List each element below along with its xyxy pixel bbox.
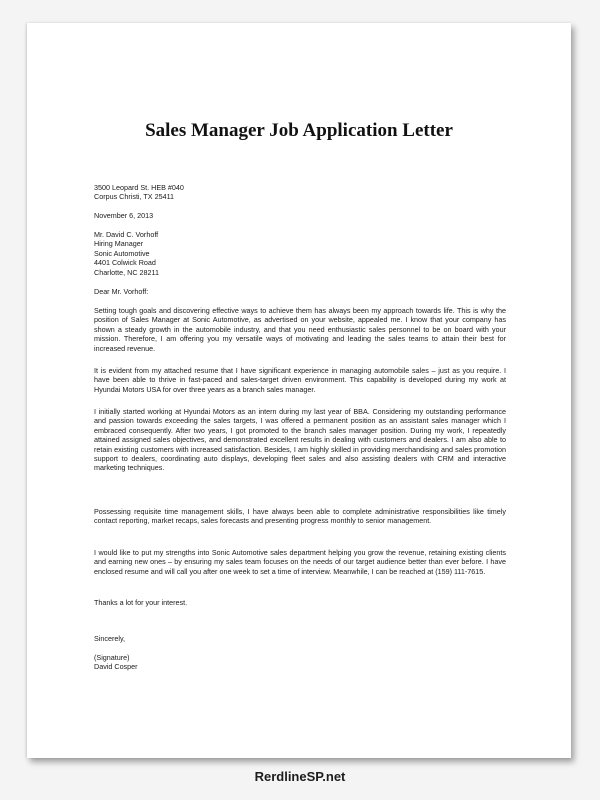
site-watermark: RerdlineSP.net [254,769,346,784]
letter-date: November 6, 2013 [94,211,154,220]
body-paragraph-5: I would like to put my strengths into Sonic Automotive sales department helping you grow the revenue, retaining existing clients and earning new ones – by ensuring my sales team focuses on the needs of our target audience better than ever before. I have enclosed resume and will call you after one week to set a time of interview. Meanwhile, I can be reached at (159) 111-7615. [94,548,506,576]
letter-title: Sales Manager Job Application Letter [145,120,453,141]
letter-sheet [27,23,571,758]
recipient-line: 4401 Colwick Road [94,258,156,268]
signer-name: David Cosper [94,662,138,672]
recipient-line: Charlotte, NC 28211 [94,267,159,277]
body-paragraph-1: Setting tough goals and discovering effective ways to achieve them has always been my approach towards life. This is why the position of Sales Manager at Sonic Automotive, as advertised on your website, appealed me. I know that your company has shown a steady growth in the automobile industry, and that you need enthusiastic sales personnel to be on board with your mission. Therefore, I am offering you my versatile ways of motivating and leading the sales teams to attain their best for increased revenue. [94,306,506,353]
body-paragraph-4: Possessing requisite time management skills, I have always been able to complete administrative responsibilities like timely contact reporting, market recaps, sales forecasts and presenting progress monthly to senior management. [94,507,506,526]
closing: Sincerely, [94,634,126,643]
signature-block [94,653,138,672]
body-paragraph-3: I initially started working at Hyundai Motors as an intern during my last year of BBA. Considering my outstanding performance and passion towards exceeding the sales targets, I was offered a permanent position as an assistant sales manager which I embraced consequently. After two years, I got promoted to the branch sales manager position. During my work, I repeatedly attained assigned sales objectives, and demonstrated excellent results in dealing with customers and dealers. I am also able to retain existing customers with increased satisfaction. Besides, I am highly skilled in providing merchandising and sales promotion support to dealers, coordinating auto displays, developing fleet sales and also assisting dealers with CRM and interactive marketing techniques. [94,407,506,473]
body-paragraph-6: Thanks a lot for your interest. [94,598,188,607]
recipient-line: Hiring Manager [94,239,144,249]
salutation: Dear Mr. Vorhoff: [94,287,149,296]
signature-placeholder: (Signature) [94,653,130,662]
recipient-line: Mr. David C. Vorhoff [94,230,159,239]
sender-address-line: 3500 Leopard St. HEB #040 [94,183,184,192]
body-paragraph-2: It is evident from my attached resume that I have significant experience in managing automobile sales – just as you require. I have been able to thrive in fast-paced and sales-target driven environment. This capability is developed during my work at Hyundai Motors USA for over three years as a branch sales manager. [94,366,506,394]
sender-address-line: Corpus Christi, TX 25411 [94,192,175,202]
recipient-line: Sonic Automotive [94,248,150,258]
sender-address [94,183,184,202]
recipient-address [94,230,159,277]
